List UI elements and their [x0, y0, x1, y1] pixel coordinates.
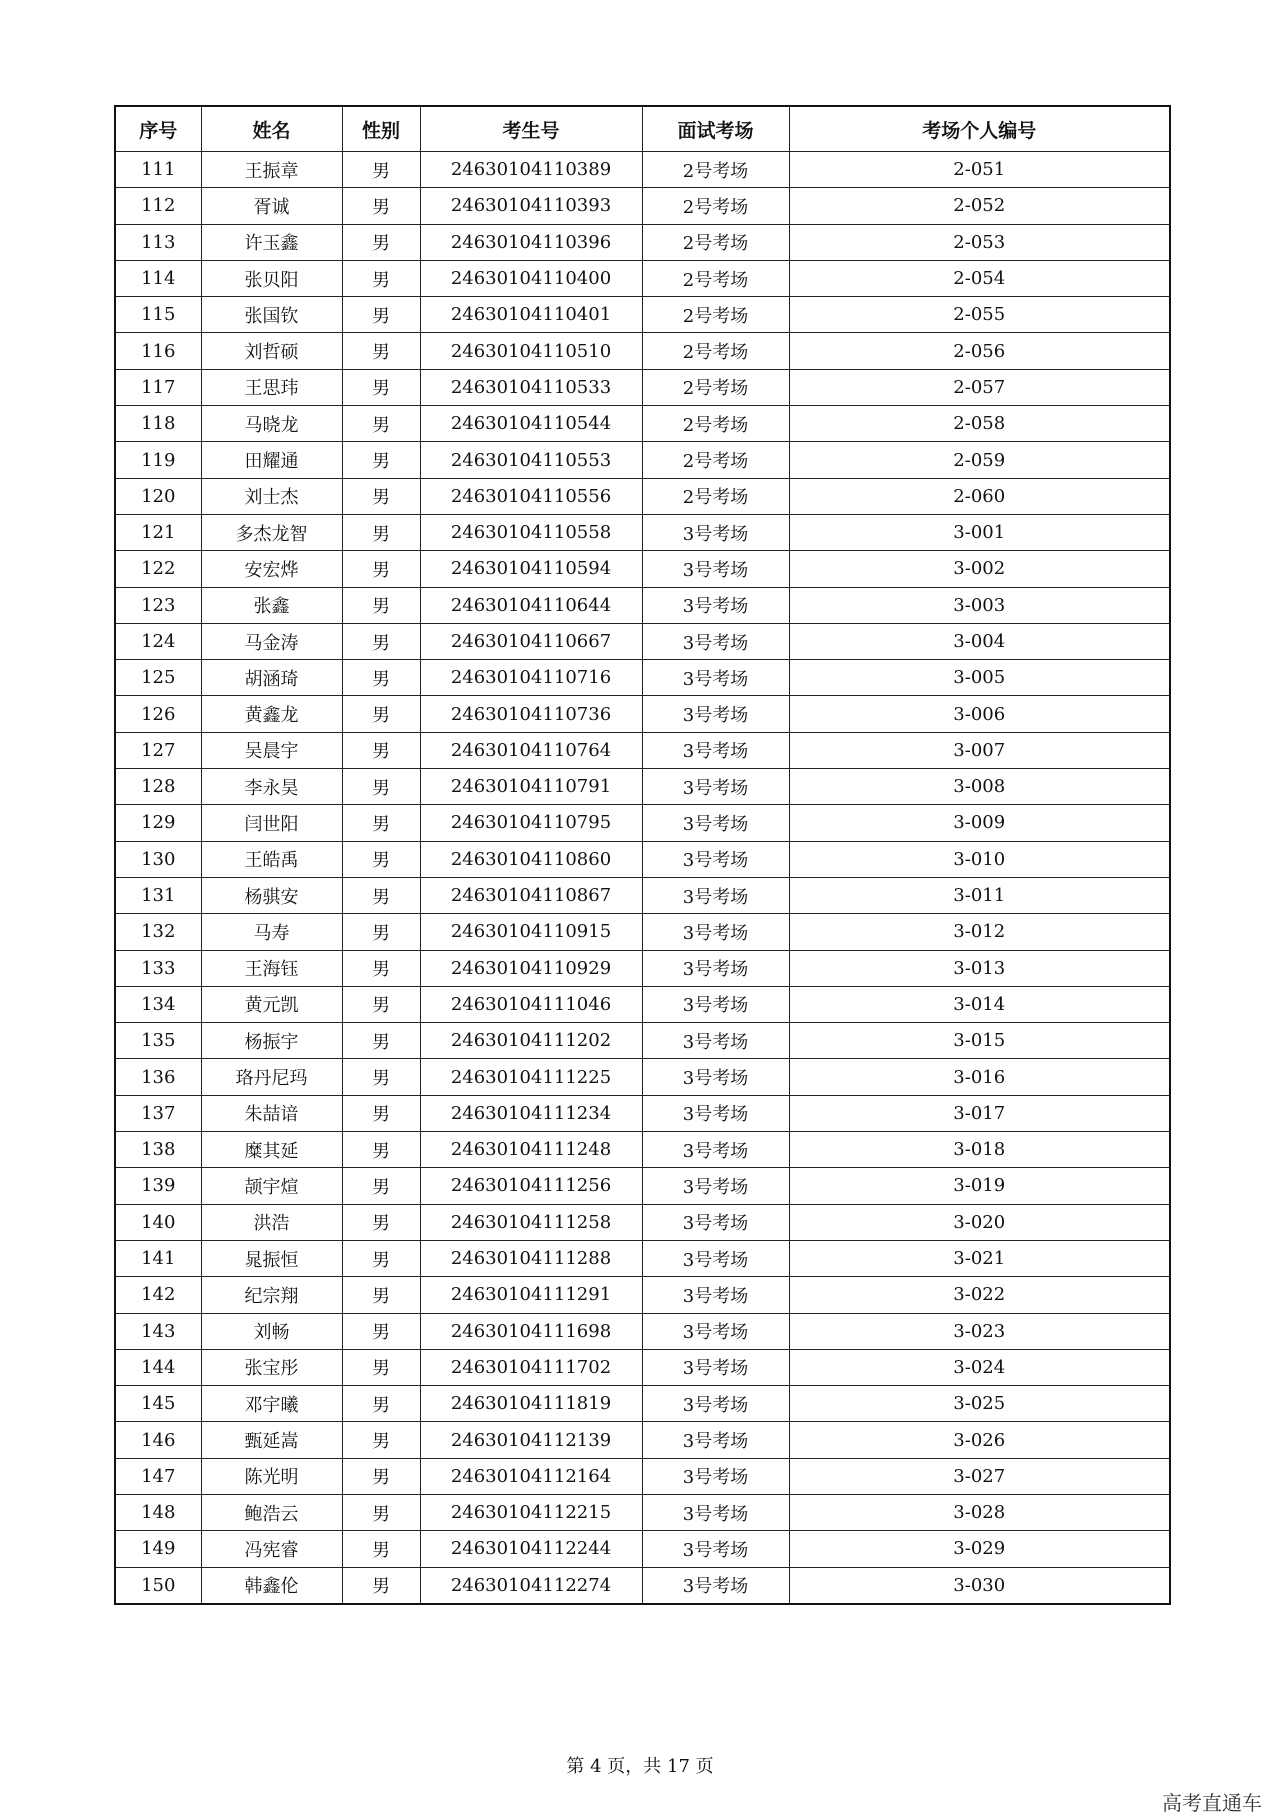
cell-name: 许玉鑫 — [201, 224, 342, 260]
header-exam-room: 面试考场 — [642, 106, 789, 152]
cell-room-code: 3-030 — [789, 1567, 1170, 1604]
header-name: 姓名 — [201, 106, 342, 152]
cell-index: 130 — [115, 841, 201, 877]
cell-exam-number: 24630104111202 — [420, 1023, 642, 1059]
cell-index: 121 — [115, 514, 201, 550]
cell-gender: 男 — [342, 696, 420, 732]
cell-room-code: 3-001 — [789, 514, 1170, 550]
cell-exam-room: 3号考场 — [642, 1204, 789, 1240]
cell-exam-room: 3号考场 — [642, 841, 789, 877]
cell-gender: 男 — [342, 769, 420, 805]
cell-exam-room: 3号考场 — [642, 1023, 789, 1059]
cell-name: 吴晨宇 — [201, 732, 342, 768]
cell-gender: 男 — [342, 914, 420, 950]
cell-room-code: 3-029 — [789, 1531, 1170, 1567]
cell-exam-room: 2号考场 — [642, 369, 789, 405]
cell-name: 张国钦 — [201, 297, 342, 333]
cell-exam-number: 24630104110533 — [420, 369, 642, 405]
cell-exam-room: 3号考场 — [642, 696, 789, 732]
cell-room-code: 3-019 — [789, 1168, 1170, 1204]
cell-exam-number: 24630104110553 — [420, 442, 642, 478]
cell-name: 胡涵琦 — [201, 660, 342, 696]
cell-name: 胥诚 — [201, 188, 342, 224]
cell-gender: 男 — [342, 514, 420, 550]
page-footer: 第 4 页，共 17 页 — [566, 1756, 714, 1777]
cell-exam-number: 24630104110544 — [420, 406, 642, 442]
cell-exam-number: 24630104110556 — [420, 478, 642, 514]
cell-exam-number: 24630104110795 — [420, 805, 642, 841]
cell-index: 124 — [115, 623, 201, 659]
cell-exam-room: 2号考场 — [642, 224, 789, 260]
cell-room-code: 3-007 — [789, 732, 1170, 768]
cell-index: 122 — [115, 551, 201, 587]
table-row — [115, 514, 1170, 550]
cell-room-code: 2-060 — [789, 478, 1170, 514]
cell-name: 邓宇曦 — [201, 1386, 342, 1422]
cell-exam-room: 3号考场 — [642, 1059, 789, 1095]
table-body — [115, 152, 1170, 1604]
cell-name: 甄延嵩 — [201, 1422, 342, 1458]
cell-gender: 男 — [342, 1240, 420, 1276]
table-row — [115, 914, 1170, 950]
cell-exam-room: 3号考场 — [642, 1494, 789, 1530]
cell-exam-number: 24630104110929 — [420, 950, 642, 986]
table-row — [115, 1458, 1170, 1494]
cell-index: 123 — [115, 587, 201, 623]
cell-room-code: 3-027 — [789, 1458, 1170, 1494]
cell-exam-room: 3号考场 — [642, 805, 789, 841]
cell-exam-number: 24630104111819 — [420, 1386, 642, 1422]
table-row — [115, 805, 1170, 841]
cell-gender: 男 — [342, 660, 420, 696]
cell-name: 多杰龙智 — [201, 514, 342, 550]
cell-index: 137 — [115, 1095, 201, 1131]
cell-room-code: 3-005 — [789, 660, 1170, 696]
cell-index: 114 — [115, 260, 201, 296]
cell-gender: 男 — [342, 1349, 420, 1385]
cell-exam-room: 3号考场 — [642, 986, 789, 1022]
cell-name: 鲍浩云 — [201, 1494, 342, 1530]
cell-exam-number: 24630104110867 — [420, 877, 642, 913]
cell-name: 马寿 — [201, 914, 342, 950]
cell-room-code: 3-024 — [789, 1349, 1170, 1385]
cell-room-code: 2-059 — [789, 442, 1170, 478]
cell-gender: 男 — [342, 623, 420, 659]
cell-gender: 男 — [342, 406, 420, 442]
cell-gender: 男 — [342, 1313, 420, 1349]
cell-name: 洪浩 — [201, 1204, 342, 1240]
cell-name: 刘哲硕 — [201, 333, 342, 369]
cell-room-code: 3-004 — [789, 623, 1170, 659]
table-row — [115, 1132, 1170, 1168]
table-row — [115, 1422, 1170, 1458]
cell-gender: 男 — [342, 188, 420, 224]
table-row — [115, 841, 1170, 877]
cell-exam-room: 3号考场 — [642, 1458, 789, 1494]
cell-name: 王皓禹 — [201, 841, 342, 877]
table-row — [115, 406, 1170, 442]
cell-exam-number: 24630104110389 — [420, 152, 642, 188]
cell-room-code: 3-026 — [789, 1422, 1170, 1458]
cell-room-code: 3-028 — [789, 1494, 1170, 1530]
cell-name: 黄鑫龙 — [201, 696, 342, 732]
table-row — [115, 769, 1170, 805]
table-row — [115, 1240, 1170, 1276]
cell-index: 136 — [115, 1059, 201, 1095]
cell-name: 张贝阳 — [201, 260, 342, 296]
cell-exam-room: 3号考场 — [642, 1567, 789, 1604]
cell-exam-number: 24630104110644 — [420, 587, 642, 623]
cell-gender: 男 — [342, 260, 420, 296]
cell-room-code: 2-055 — [789, 297, 1170, 333]
cell-name: 王振章 — [201, 152, 342, 188]
cell-index: 116 — [115, 333, 201, 369]
table-row — [115, 152, 1170, 188]
cell-exam-room: 2号考场 — [642, 260, 789, 296]
cell-gender: 男 — [342, 1531, 420, 1567]
cell-exam-room: 3号考场 — [642, 551, 789, 587]
cell-gender: 男 — [342, 1567, 420, 1604]
cell-index: 145 — [115, 1386, 201, 1422]
table-row — [115, 188, 1170, 224]
cell-exam-number: 24630104110791 — [420, 769, 642, 805]
cell-room-code: 3-018 — [789, 1132, 1170, 1168]
watermark-text: 高考直通车 — [1162, 1791, 1262, 1815]
cell-gender: 男 — [342, 478, 420, 514]
cell-exam-room: 2号考场 — [642, 152, 789, 188]
cell-index: 134 — [115, 986, 201, 1022]
cell-exam-number: 24630104110764 — [420, 732, 642, 768]
cell-name: 刘士杰 — [201, 478, 342, 514]
cell-exam-number: 24630104111288 — [420, 1240, 642, 1276]
cell-name: 韩鑫伦 — [201, 1567, 342, 1604]
cell-name: 刘畅 — [201, 1313, 342, 1349]
cell-room-code: 2-056 — [789, 333, 1170, 369]
cell-index: 113 — [115, 224, 201, 260]
cell-name: 王海钰 — [201, 950, 342, 986]
table-header-row — [115, 106, 1170, 152]
cell-name: 安宏烨 — [201, 551, 342, 587]
cell-gender: 男 — [342, 1132, 420, 1168]
cell-name: 冯宪睿 — [201, 1531, 342, 1567]
cell-gender: 男 — [342, 297, 420, 333]
cell-gender: 男 — [342, 986, 420, 1022]
cell-room-code: 2-052 — [789, 188, 1170, 224]
cell-name: 马晓龙 — [201, 406, 342, 442]
cell-exam-room: 3号考场 — [642, 1132, 789, 1168]
cell-room-code: 3-008 — [789, 769, 1170, 805]
table-row — [115, 986, 1170, 1022]
cell-name: 珞丹尼玛 — [201, 1059, 342, 1095]
cell-room-code: 3-014 — [789, 986, 1170, 1022]
cell-name: 晁振恒 — [201, 1240, 342, 1276]
table-row — [115, 732, 1170, 768]
cell-room-code: 3-003 — [789, 587, 1170, 623]
cell-name: 颉宇煊 — [201, 1168, 342, 1204]
cell-gender: 男 — [342, 442, 420, 478]
cell-index: 132 — [115, 914, 201, 950]
cell-exam-number: 24630104110915 — [420, 914, 642, 950]
cell-exam-number: 24630104112164 — [420, 1458, 642, 1494]
cell-gender: 男 — [342, 587, 420, 623]
cell-index: 133 — [115, 950, 201, 986]
table-row — [115, 224, 1170, 260]
cell-exam-room: 3号考场 — [642, 732, 789, 768]
cell-exam-number: 24630104111698 — [420, 1313, 642, 1349]
table-row — [115, 877, 1170, 913]
cell-exam-number: 24630104111291 — [420, 1277, 642, 1313]
cell-index: 112 — [115, 188, 201, 224]
cell-gender: 男 — [342, 333, 420, 369]
cell-name: 朱喆谙 — [201, 1095, 342, 1131]
cell-index: 127 — [115, 732, 201, 768]
cell-exam-room: 3号考场 — [642, 1095, 789, 1131]
table-row — [115, 1567, 1170, 1604]
cell-index: 144 — [115, 1349, 201, 1385]
table-row — [115, 1386, 1170, 1422]
cell-exam-number: 24630104112215 — [420, 1494, 642, 1530]
cell-room-code: 3-012 — [789, 914, 1170, 950]
table-row — [115, 1531, 1170, 1567]
cell-index: 118 — [115, 406, 201, 442]
table-row — [115, 1168, 1170, 1204]
cell-exam-number: 24630104112139 — [420, 1422, 642, 1458]
cell-room-code: 3-025 — [789, 1386, 1170, 1422]
table-row — [115, 1059, 1170, 1095]
header-gender: 性别 — [342, 106, 420, 152]
cell-exam-number: 24630104110667 — [420, 623, 642, 659]
cell-gender: 男 — [342, 1386, 420, 1422]
header-index: 序号 — [115, 106, 201, 152]
cell-exam-number: 24630104110393 — [420, 188, 642, 224]
cell-gender: 男 — [342, 224, 420, 260]
cell-exam-number: 24630104110736 — [420, 696, 642, 732]
cell-gender: 男 — [342, 1458, 420, 1494]
cell-index: 119 — [115, 442, 201, 478]
cell-gender: 男 — [342, 1277, 420, 1313]
cell-room-code: 2-058 — [789, 406, 1170, 442]
cell-exam-number: 24630104110594 — [420, 551, 642, 587]
cell-index: 129 — [115, 805, 201, 841]
cell-index: 111 — [115, 152, 201, 188]
cell-gender: 男 — [342, 369, 420, 405]
table-row — [115, 660, 1170, 696]
cell-index: 148 — [115, 1494, 201, 1530]
cell-name: 张宝彤 — [201, 1349, 342, 1385]
table-row — [115, 369, 1170, 405]
table-row — [115, 260, 1170, 296]
cell-exam-room: 3号考场 — [642, 514, 789, 550]
table-row — [115, 297, 1170, 333]
header-room-code: 考场个人编号 — [789, 106, 1170, 152]
cell-exam-number: 24630104110716 — [420, 660, 642, 696]
table-row — [115, 950, 1170, 986]
cell-exam-room: 2号考场 — [642, 442, 789, 478]
cell-exam-room: 3号考场 — [642, 914, 789, 950]
cell-exam-number: 24630104111234 — [420, 1095, 642, 1131]
cell-room-code: 3-021 — [789, 1240, 1170, 1276]
cell-index: 143 — [115, 1313, 201, 1349]
cell-name: 李永昊 — [201, 769, 342, 805]
cell-name: 张鑫 — [201, 587, 342, 623]
table-row — [115, 1277, 1170, 1313]
table-row — [115, 1095, 1170, 1131]
cell-room-code: 2-051 — [789, 152, 1170, 188]
cell-name: 王思玮 — [201, 369, 342, 405]
cell-exam-room: 3号考场 — [642, 769, 789, 805]
cell-exam-number: 24630104110401 — [420, 297, 642, 333]
cell-exam-room: 3号考场 — [642, 877, 789, 913]
table-row — [115, 1313, 1170, 1349]
cell-index: 120 — [115, 478, 201, 514]
cell-index: 139 — [115, 1168, 201, 1204]
cell-exam-room: 3号考场 — [642, 1168, 789, 1204]
cell-room-code: 3-016 — [789, 1059, 1170, 1095]
cell-gender: 男 — [342, 1204, 420, 1240]
cell-room-code: 2-057 — [789, 369, 1170, 405]
cell-index: 135 — [115, 1023, 201, 1059]
cell-exam-room: 3号考场 — [642, 950, 789, 986]
cell-gender: 男 — [342, 877, 420, 913]
table-row — [115, 551, 1170, 587]
cell-index: 138 — [115, 1132, 201, 1168]
cell-exam-room: 2号考场 — [642, 188, 789, 224]
cell-room-code: 3-009 — [789, 805, 1170, 841]
cell-gender: 男 — [342, 1095, 420, 1131]
cell-room-code: 3-013 — [789, 950, 1170, 986]
cell-exam-room: 2号考场 — [642, 478, 789, 514]
table-row — [115, 478, 1170, 514]
cell-room-code: 3-010 — [789, 841, 1170, 877]
candidate-table — [114, 105, 1171, 1605]
cell-exam-number: 24630104112274 — [420, 1567, 642, 1604]
cell-index: 149 — [115, 1531, 201, 1567]
cell-exam-room: 2号考场 — [642, 297, 789, 333]
cell-room-code: 3-017 — [789, 1095, 1170, 1131]
cell-room-code: 3-023 — [789, 1313, 1170, 1349]
cell-room-code: 3-020 — [789, 1204, 1170, 1240]
cell-gender: 男 — [342, 1494, 420, 1530]
table-row — [115, 1494, 1170, 1530]
cell-exam-room: 3号考场 — [642, 1277, 789, 1313]
cell-exam-room: 2号考场 — [642, 333, 789, 369]
cell-name: 田耀通 — [201, 442, 342, 478]
cell-exam-number: 24630104110510 — [420, 333, 642, 369]
cell-room-code: 2-053 — [789, 224, 1170, 260]
cell-exam-number: 24630104111702 — [420, 1349, 642, 1385]
cell-name: 陈光明 — [201, 1458, 342, 1494]
table-row — [115, 1023, 1170, 1059]
cell-exam-room: 3号考场 — [642, 660, 789, 696]
cell-index: 146 — [115, 1422, 201, 1458]
cell-gender: 男 — [342, 152, 420, 188]
cell-exam-room: 3号考场 — [642, 587, 789, 623]
cell-exam-room: 3号考场 — [642, 1531, 789, 1567]
cell-exam-number: 24630104111046 — [420, 986, 642, 1022]
cell-name: 纪宗翔 — [201, 1277, 342, 1313]
cell-index: 125 — [115, 660, 201, 696]
cell-exam-number: 24630104110558 — [420, 514, 642, 550]
cell-exam-number: 24630104110400 — [420, 260, 642, 296]
cell-room-code: 2-054 — [789, 260, 1170, 296]
cell-gender: 男 — [342, 841, 420, 877]
table-row — [115, 1204, 1170, 1240]
cell-exam-number: 24630104112244 — [420, 1531, 642, 1567]
cell-exam-room: 3号考场 — [642, 1313, 789, 1349]
cell-index: 128 — [115, 769, 201, 805]
table-row — [115, 623, 1170, 659]
cell-gender: 男 — [342, 1023, 420, 1059]
cell-gender: 男 — [342, 1422, 420, 1458]
header-exam-number: 考生号 — [420, 106, 642, 152]
cell-gender: 男 — [342, 1168, 420, 1204]
cell-index: 142 — [115, 1277, 201, 1313]
cell-exam-room: 3号考场 — [642, 1422, 789, 1458]
cell-exam-room: 3号考场 — [642, 623, 789, 659]
cell-index: 140 — [115, 1204, 201, 1240]
cell-exam-number: 24630104111258 — [420, 1204, 642, 1240]
cell-index: 150 — [115, 1567, 201, 1604]
table-row — [115, 333, 1170, 369]
cell-exam-number: 24630104110396 — [420, 224, 642, 260]
cell-name: 马金涛 — [201, 623, 342, 659]
cell-name: 闫世阳 — [201, 805, 342, 841]
cell-exam-number: 24630104111256 — [420, 1168, 642, 1204]
cell-exam-room: 3号考场 — [642, 1349, 789, 1385]
cell-index: 126 — [115, 696, 201, 732]
table-row — [115, 1349, 1170, 1385]
cell-room-code: 3-006 — [789, 696, 1170, 732]
cell-gender: 男 — [342, 1059, 420, 1095]
cell-exam-room: 3号考场 — [642, 1240, 789, 1276]
cell-name: 杨骐安 — [201, 877, 342, 913]
cell-exam-room: 3号考场 — [642, 1386, 789, 1422]
table-row — [115, 442, 1170, 478]
cell-room-code: 3-002 — [789, 551, 1170, 587]
cell-gender: 男 — [342, 950, 420, 986]
cell-index: 141 — [115, 1240, 201, 1276]
cell-gender: 男 — [342, 805, 420, 841]
cell-name: 黄元凯 — [201, 986, 342, 1022]
cell-index: 131 — [115, 877, 201, 913]
cell-room-code: 3-022 — [789, 1277, 1170, 1313]
cell-exam-number: 24630104111225 — [420, 1059, 642, 1095]
cell-room-code: 3-015 — [789, 1023, 1170, 1059]
cell-room-code: 3-011 — [789, 877, 1170, 913]
cell-index: 117 — [115, 369, 201, 405]
table-row — [115, 696, 1170, 732]
cell-gender: 男 — [342, 551, 420, 587]
table-row — [115, 587, 1170, 623]
cell-index: 147 — [115, 1458, 201, 1494]
cell-name: 糜其延 — [201, 1132, 342, 1168]
cell-exam-number: 24630104110860 — [420, 841, 642, 877]
cell-gender: 男 — [342, 732, 420, 768]
cell-index: 115 — [115, 297, 201, 333]
cell-exam-number: 24630104111248 — [420, 1132, 642, 1168]
cell-exam-room: 2号考场 — [642, 406, 789, 442]
cell-name: 杨振宇 — [201, 1023, 342, 1059]
